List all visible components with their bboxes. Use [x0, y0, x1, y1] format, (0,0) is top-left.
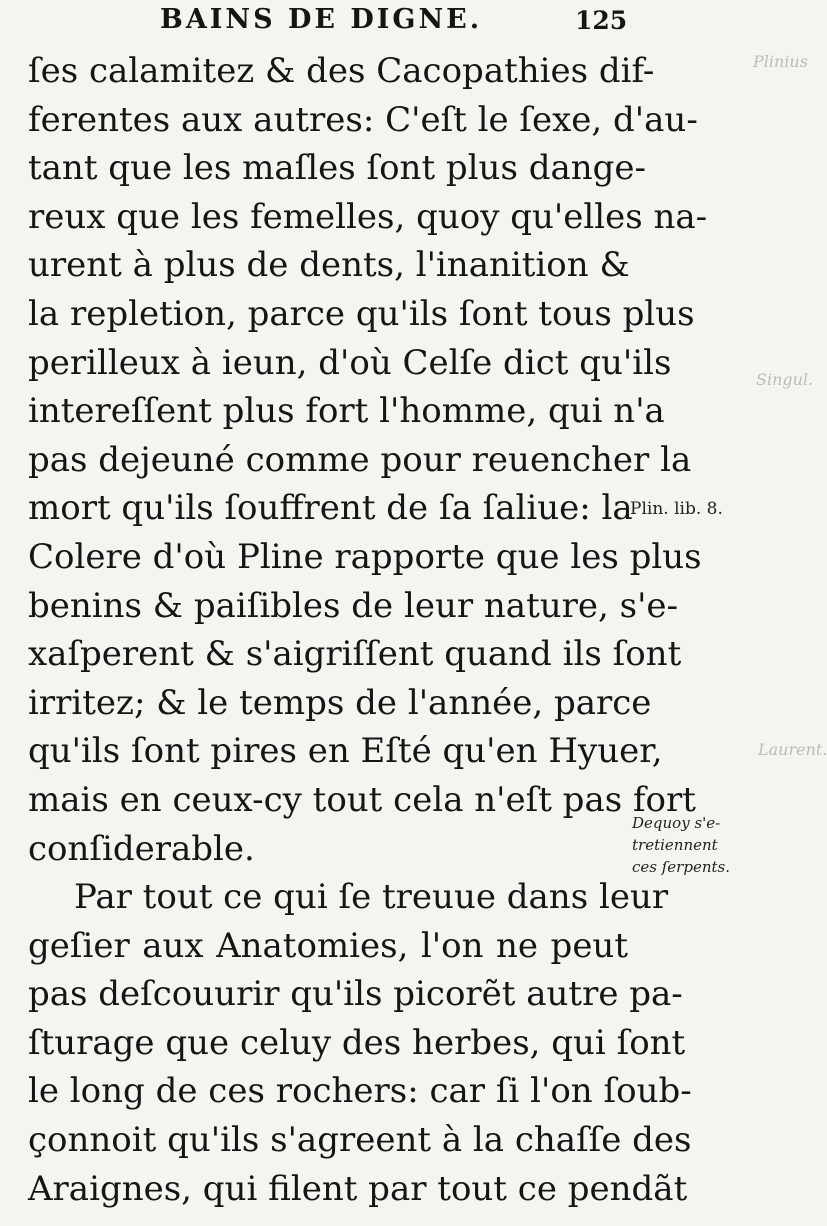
text-line: pas deſcouurir qu'ils picorẽt autre pa-: [28, 974, 683, 1015]
running-title: BAINS DE DIGNE.: [160, 4, 483, 35]
text-line: Colere d'où Pline rapporte que les plus: [28, 536, 702, 577]
text-line: qu'ils ſont pires en Eſté qu'en Hyuer,: [28, 731, 663, 772]
text-line: reux que les femelles, quoy qu'elles na-: [28, 196, 708, 237]
text-line: mais en ceux-cy tout cela n'eſt pas fort: [28, 779, 696, 820]
text-line: intereſſent plus fort l'homme, qui n'a: [28, 391, 665, 432]
text-line: ſes calamitez & des Cacopathies dif-: [28, 51, 655, 91]
text-line: ſturage que celuy des herbes, qui ſont: [28, 1022, 686, 1063]
text-line: tant que les maſles ſont plus dange-: [28, 148, 647, 189]
text-line: pas dejeuné comme pour reuencher la: [28, 439, 692, 480]
bleed-through-text: Singul.: [756, 370, 814, 389]
margin-note-dequoy: [632, 812, 792, 878]
text-line: ferentes aux autres: C'eſt le ſexe, d'au-: [28, 99, 698, 140]
text-line: la repletion, parce qu'ils ſont tous plus: [28, 293, 695, 334]
text-line: irritez; & le temps de l'année, parce: [28, 682, 652, 723]
text-line: perilleux à ieun, d'où Celſe dict qu'ils: [28, 342, 672, 383]
margin-note-line: tretiennent: [632, 836, 718, 854]
text-line: benins & paiſibles de leur nature, s'e-: [28, 585, 679, 626]
text-line-paragraph-start: Par tout ce qui ſe treuue dans leur: [74, 877, 669, 918]
text-line-paragraph-end: conſiderable.: [28, 828, 255, 869]
text-line: xaſperent & s'aigriſſent quand ils ſont: [28, 634, 682, 675]
text-line: çonnoit qu'ils s'agreent à la chaſſe des: [28, 1120, 692, 1161]
page-number: 125: [575, 6, 628, 35]
text-line: mort qu'ils ſouffrent de ſa ſaliue: la: [28, 488, 633, 529]
text-line: Araignes, qui filent par tout ce pendãt: [28, 1168, 688, 1209]
page-header: [160, 4, 640, 44]
text-line: geſier aux Anatomies, l'on ne peut: [28, 925, 628, 966]
margin-note-line: Dequoy s'e-: [632, 814, 721, 832]
margin-note-line: ces ſerpents.: [632, 858, 730, 876]
text-line: le long de ces rochers: car ſi l'on ſoub-: [28, 1071, 692, 1112]
text-line: urent à plus de dents, l'inanition &: [28, 245, 630, 286]
bleed-through-text: Plinius: [753, 52, 808, 71]
bleed-through-text: Laurent.: [758, 740, 827, 759]
margin-note-pliny: Plin. lib. 8.: [630, 499, 723, 519]
